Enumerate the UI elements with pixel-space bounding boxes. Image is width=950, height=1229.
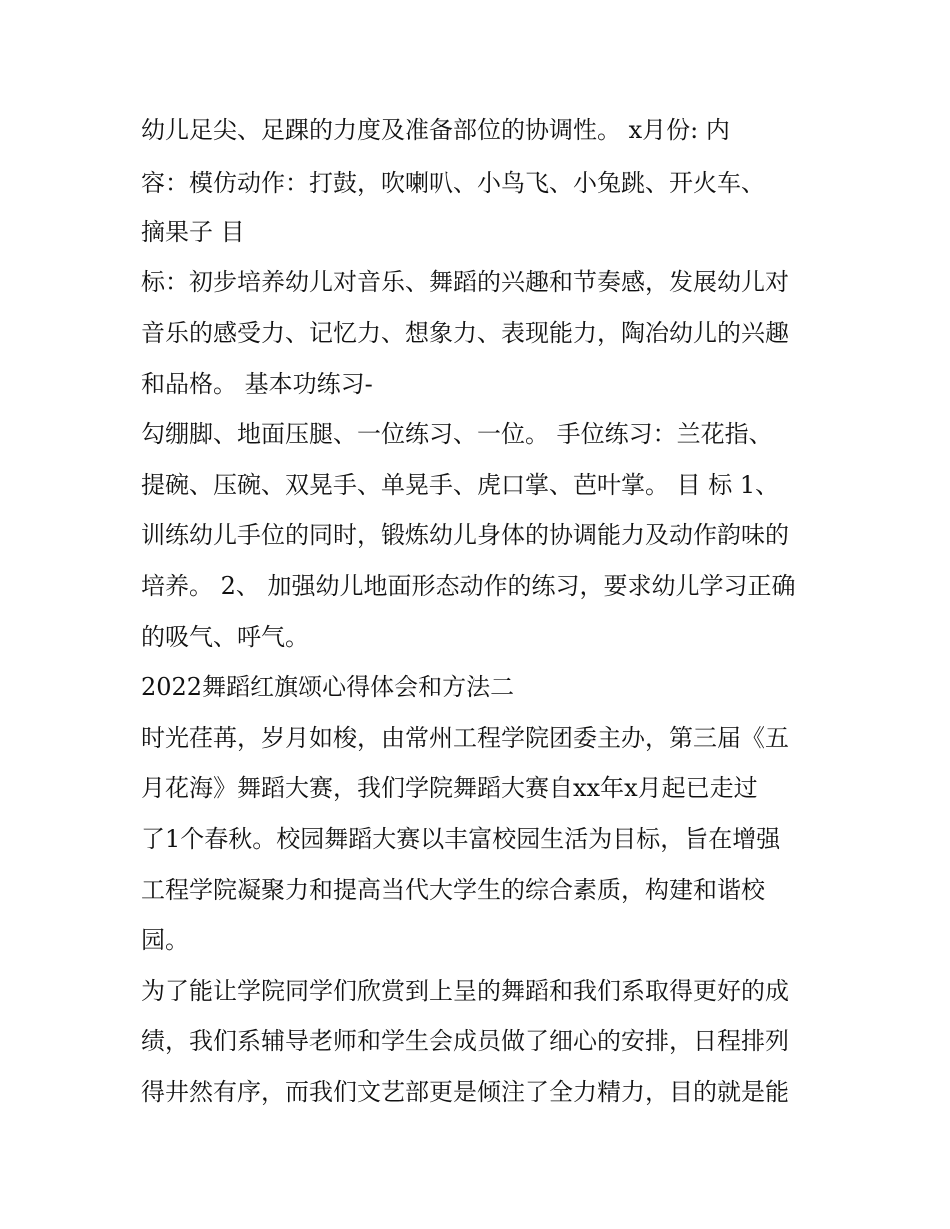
text-line: 为了能让学院同学们欣赏到上呈的舞蹈和我们系取得更好的成 (141, 977, 789, 1005)
text-line: 月花海》舞蹈大赛，我们学院舞蹈大赛自xx年x月起已走过 (141, 774, 758, 802)
text-line: 园。 (141, 926, 189, 954)
text-line: 绩，我们系辅导老师和学生会成员做了细心的安排，日程排列 (141, 1027, 789, 1055)
text-line: 了1个春秋。校园舞蹈大赛以丰富校园生活为目标，旨在增强 (141, 825, 781, 853)
text-line: 幼儿足尖、足踝的力度及准备部位的协调性。 x月份: 内 (141, 116, 730, 144)
text-line: 的吸气、呼气。 (141, 623, 309, 651)
text-line: 摘果子 目 (141, 218, 245, 246)
text-line: 标：初步培养幼儿对音乐、舞蹈的兴趣和节奏感，发展幼儿对 (141, 268, 789, 296)
text-line: 和品格。 基本功练习- (141, 370, 373, 398)
text-line: 音乐的感受力、记忆力、想象力、表现能力，陶冶幼儿的兴趣 (141, 319, 789, 347)
text-line: 训练幼儿手位的同时，锻炼幼儿身体的协调能力及动作韵味的 (141, 521, 789, 549)
text-line: 勾绷脚、地面压腿、一位练习、一位。 手位练习：兰花指、 (141, 420, 773, 448)
text-line: 得井然有序，而我们文艺部更是倾注了全力精力，目的就是能 (141, 1078, 789, 1106)
text-line: 提碗、压碗、双晃手、单晃手、虎口掌、芭叶掌。 目 标 1、 (141, 471, 780, 499)
section-heading: 2022舞蹈红旗颂心得体会和方法二 (141, 673, 515, 701)
text-line: 容：模仿动作：打鼓，吹喇叭、小鸟飞、小兔跳、开火车、 (141, 169, 765, 197)
text-line: 时光荏苒，岁月如梭，由常州工程学院团委主办，第三届《五 (141, 724, 789, 752)
text-line: 培养。 2、 加强幼儿地面形态动作的练习，要求幼儿学习正确 (141, 572, 796, 600)
text-line: 工程学院凝聚力和提高当代大学生的综合素质，构建和谐校 (141, 876, 765, 904)
